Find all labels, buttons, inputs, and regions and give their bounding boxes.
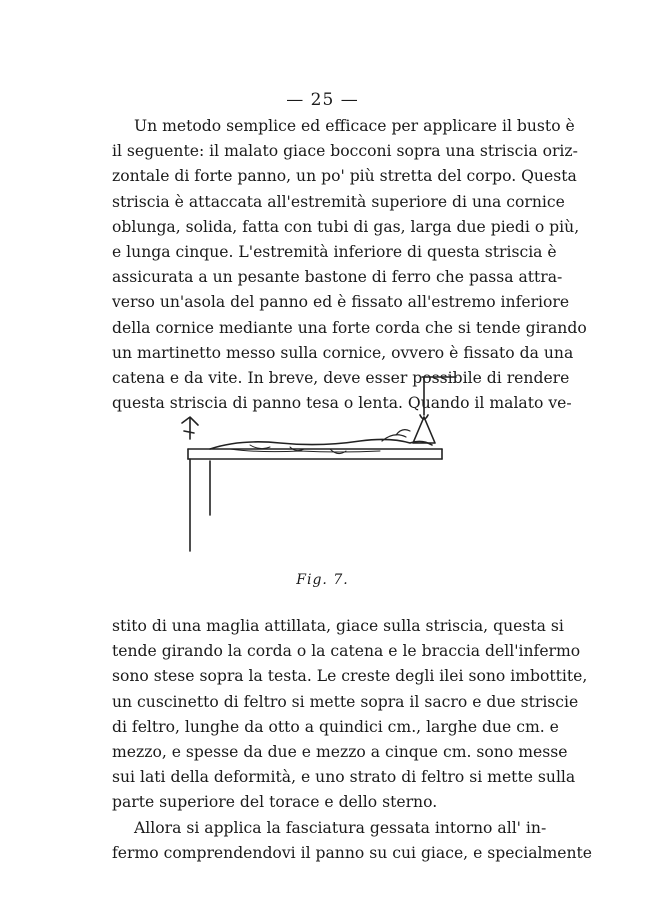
text-line: della cornice mediante una forte corda che si tende girando: [112, 318, 587, 337]
hanging-hook: [420, 377, 428, 419]
text-line: fermo comprendendovi il panno su cui giace, e specialmente: [112, 843, 593, 862]
text-line: tende girando la corda o la catena e le braccia dell'infermo: [112, 642, 581, 661]
text-line: verso un'asola del panno ed è fissato all'estremo inferiore: [112, 293, 570, 312]
text-line: stito di una maglia attillata, giace sulla striscia, questa si: [112, 617, 564, 635]
text-line: striscia è attaccata all'estremità superiore di una cornice: [112, 192, 565, 211]
text-line: e lunga cinque. L'estremità inferiore di questa striscia è: [112, 243, 557, 262]
text-line: il seguente: il malato giace bocconi sopra una striscia oriz-: [112, 142, 578, 161]
text-line: un martinetto messo sulla cornice, ovvero è fissato da una: [112, 343, 574, 362]
figure-7-illustration: [170, 365, 470, 565]
text-line: assicurata a un pesante bastone di ferro che passa attra-: [112, 268, 563, 287]
text-line: sui lati della deformità, e uno strato di feltro si mette sulla: [112, 768, 576, 787]
text-line: zontale di forte panno, un po' più stretta del corpo. Questa: [112, 167, 577, 186]
figure-caption: Fig. 7.: [296, 572, 349, 588]
stretcher-frame-drawing: [170, 365, 470, 565]
text-line: sono stese sopra la testa. Le creste degli ilei sono imbottite,: [112, 667, 588, 686]
text-line: parte superiore del torace e dello sterno.: [112, 793, 438, 812]
text-line: di feltro, lunghe da otto a quindici cm., larghe due cm. e: [112, 717, 559, 736]
paragraph-2: [112, 614, 593, 866]
text-line: Un metodo semplice ed efficace per applicare il busto è: [134, 117, 575, 135]
head-support: [413, 417, 435, 443]
patient-body: [210, 439, 432, 449]
crank-handle: [182, 417, 198, 439]
text-line: oblunga, solida, fatta con tubi di gas, larga due piedi o più,: [112, 217, 580, 236]
text-line: Allora si applica la fasciatura gessata intorno all' in-: [134, 818, 547, 837]
text-line: un cuscinetto di feltro si mette sopra il sacro e due striscie: [112, 692, 579, 711]
text-line: catena e da vite. In breve, deve esser possibile di rendere: [112, 369, 570, 388]
text-line: mezzo, e spesse da due e mezzo a cinque cm. sono messe: [112, 743, 568, 762]
text-line: questa striscia di panno tesa o lenta. Quando il malato ve-: [112, 394, 572, 413]
page-number: — 25 —: [286, 90, 359, 110]
